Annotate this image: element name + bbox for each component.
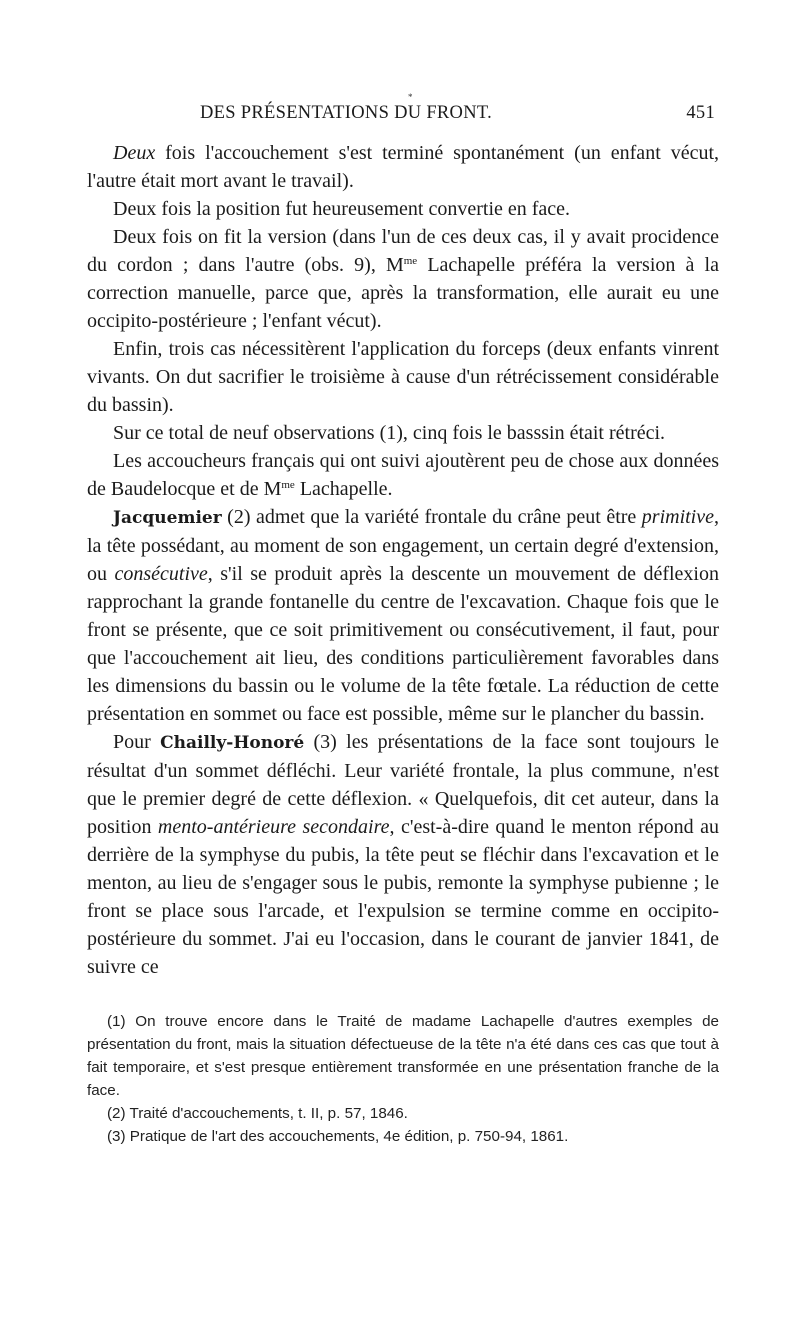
superscript: me	[281, 479, 295, 491]
italic-term: primitive	[641, 506, 714, 528]
paragraph-text: , s'il se produit après la descente un mouvement de déflexion rapprochant la grande fontanelle du centre de l'excavation. Chaque fois que le front se présente, que ce soit primitivement ou consécutivement, il faut, pour que l'accouchement ait lieu, des conditions particulièrement favorables dans les dimensions du bassin ou le volume de la tête fœtale. La réduction de cette présentation en sommet ou face est possible, même sur le plancher du bassin.	[87, 563, 719, 725]
paragraph-text: Deux fois la position fut heureusement convertie en face.	[113, 198, 571, 220]
paragraph-text: Deux fois on fit la version (dans l'un de ces deux cas, il y avait procidence du cordon ; dans l'autre (obs. 9), M	[87, 226, 719, 276]
italic-term: consécutive	[114, 563, 208, 585]
printer-mark: *	[408, 92, 413, 102]
paragraph-text: Lachapelle.	[294, 478, 393, 500]
paragraph	[87, 139, 719, 195]
author-name: Jacquemier	[113, 508, 222, 528]
paragraph-text: , c'est-à-dire quand le menton répond au derrière de la symphyse du pubis, la tête peut se fléchir dans l'excavation et le menton, au lieu de s'engager sous le pubis, remonte la symphyse pubienne ; le front se place sous l'arcade, et l'expulsion se termine comme en occipito-postérieure du sommet. J'ai eu l'occasion, dans le courant de janvier 1841, de suivre ce	[87, 816, 720, 978]
paragraph-text: , la tête possédant, au moment de son engagement, un certain degré d'extension, ou	[87, 506, 719, 585]
paragraph-text: fois l'accouchement s'est terminé spontanément (un enfant vécut, l'autre était mort avant le travail).	[87, 142, 719, 192]
paragraph-text: (3) les présentations de la face sont toujours le résultat d'un sommet défléchi. Leur variété frontale, la plus commune, n'est que le premier degré de cette déflexion. « Quelquefois, dit cet auteur, dans la position	[87, 731, 719, 838]
page-number: 451	[686, 103, 715, 123]
paragraph	[87, 447, 719, 503]
paragraph-text: Les accoucheurs français qui ont suivi ajoutèrent peu de chose aux données de Baudelocque et de M	[87, 450, 719, 500]
italic-word: Deux	[113, 142, 156, 164]
paragraph	[87, 728, 719, 981]
italic-term: mento-antérieure secondaire	[157, 816, 390, 838]
paragraph-text: Enfin, trois cas nécessitèrent l'application du forceps (deux enfants vinrent vivants. On dut sacrifier le troisième à cause d'un rétrécissement considérable du bassin).	[87, 338, 719, 416]
footnotes	[87, 1010, 719, 1148]
running-title: DES PRÉSENTATIONS DU FRONT.	[200, 103, 493, 123]
paragraph-text: Sur ce total de neuf observations (1), cinq fois le basssin était rétréci.	[113, 422, 666, 444]
running-header	[200, 103, 715, 124]
paragraph-text: (2) admet que la variété frontale du crâne peut être	[221, 506, 642, 528]
paragraph-text: Lachapelle préféra la version à la correction manuelle, parce que, après la transformation, elle aurait eu une occipito-postérieure ; l'enfant vécut).	[87, 254, 719, 332]
footnote: (3) Pratique de l'art des accouchements, 4e édition, p. 750-94, 1861.	[107, 1128, 569, 1145]
footnote: (1) On trouve encore dans le Traité de madame Lachapelle d'autres exemples de présentation du front, mais la situation défectueuse de la tête n'a été dans ces cas que tout à fait temporaire, et s'est presque entièrement transformée en une présentation franche de la face.	[87, 1013, 719, 1099]
paragraph	[87, 223, 719, 335]
footnote: (2) Traité d'accouchements, t. II, p. 57, 1846.	[107, 1105, 408, 1122]
paragraph	[87, 419, 719, 447]
superscript: me	[403, 255, 418, 267]
paragraph	[87, 195, 719, 223]
paragraph-text: Pour	[113, 731, 161, 753]
author-name: Chailly-Honoré	[160, 733, 305, 753]
main-text	[87, 139, 719, 981]
paragraph	[87, 335, 719, 419]
paragraph	[87, 503, 719, 728]
